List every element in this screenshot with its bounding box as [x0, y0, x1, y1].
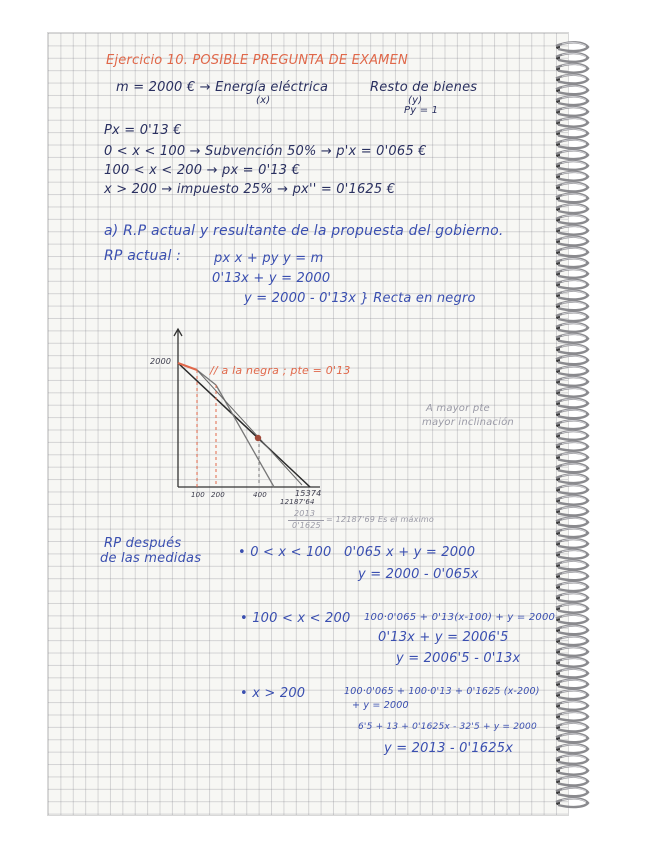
page-title: Ejercicio 10. POSIBLE PREGUNTA DE EXAMEN — [106, 53, 408, 68]
binding-ring — [556, 453, 588, 462]
py-value: Py = 1 — [404, 105, 439, 116]
max-calc-result: = 12187'69 Es el máximo — [326, 515, 435, 524]
binding-ring — [556, 183, 588, 192]
binding-ring — [556, 204, 588, 213]
binding-ring — [556, 215, 588, 224]
x-tick-label: 100 — [191, 491, 205, 499]
binding-ring — [556, 712, 588, 721]
binding-ring — [556, 604, 588, 613]
binding-ring — [556, 323, 588, 332]
slope-annotation: // a la negra ; pte = 0'13 — [210, 364, 351, 377]
binding-ring — [556, 150, 588, 159]
rp-despues-heading: de las medidas — [100, 551, 202, 566]
binding-ring — [556, 291, 588, 300]
binding-ring — [556, 118, 588, 127]
rp-despues-heading: RP después — [104, 536, 182, 551]
binding-ring — [556, 107, 588, 116]
binding-ring — [556, 485, 588, 494]
binding-ring — [556, 193, 588, 202]
side-note: mayor inclinación — [422, 417, 514, 428]
y-intercept-label: 2000 — [150, 357, 172, 366]
x-tick-label: 12187'64 — [280, 498, 315, 506]
binding-ring — [556, 669, 588, 678]
price-line: 0 < x < 100 → Subvención 50% → p'x = 0'065 € — [104, 144, 427, 159]
binding-ring — [556, 636, 588, 645]
case-equation: 6'5 + 13 + 0'1625x - 32'5 + y = 2000 — [358, 722, 537, 732]
price-line: 100 < x < 200 → px = 0'13 € — [104, 163, 301, 178]
rp-actual-heading: RP actual : — [104, 248, 182, 264]
x-tick-label: 400 — [253, 491, 267, 499]
case-equation: y = 2013 - 0'1625x — [384, 741, 514, 756]
case-condition: • 0 < x < 100 — [238, 545, 332, 560]
max-calc-numerator: 2013 — [294, 509, 316, 518]
price-line: Px = 0'13 € — [104, 123, 182, 138]
binding-ring — [556, 442, 588, 451]
binding-ring — [556, 474, 588, 483]
binding-ring — [556, 388, 588, 397]
binding-ring — [556, 701, 588, 710]
binding-ring — [556, 129, 588, 138]
binding-ring — [556, 139, 588, 148]
binding-ring — [556, 766, 588, 775]
binding-ring — [556, 625, 588, 634]
case-condition: • x > 200 — [240, 686, 306, 701]
binding-ring — [556, 733, 588, 742]
binding-ring — [556, 647, 588, 656]
binding-ring — [556, 798, 588, 807]
case-condition: • 100 < x < 200 — [240, 611, 351, 626]
binding-ring — [556, 334, 588, 343]
binding-ring — [556, 550, 588, 559]
side-note: A mayor pte — [426, 403, 490, 414]
binding-ring — [556, 64, 588, 73]
binding-ring — [556, 247, 588, 256]
case-equation: 0'065 x + y = 2000 — [344, 545, 476, 560]
case-equation: 100·0'065 + 0'13(x-100) + y = 2000 — [364, 612, 556, 623]
binding-ring — [556, 571, 588, 580]
binding-ring — [556, 269, 588, 278]
x-tick-label: 15374 — [295, 489, 322, 498]
binding-ring — [556, 420, 588, 429]
binding-ring — [556, 399, 588, 408]
binding-ring — [556, 582, 588, 591]
budget-equation: y = 2000 - 0'13x } Recta en negro — [244, 291, 476, 306]
binding-ring — [556, 539, 588, 548]
case-equation: y = 2006'5 - 0'13x — [396, 651, 521, 666]
binding-ring — [556, 615, 588, 624]
max-calc-denominator: 0'1625 — [292, 521, 321, 530]
binding-ring — [556, 507, 588, 516]
binding-ring — [556, 744, 588, 753]
binding-ring — [556, 237, 588, 246]
binding-ring — [556, 377, 588, 386]
binding-ring — [556, 96, 588, 105]
binding-ring — [556, 366, 588, 375]
binding-ring — [556, 777, 588, 786]
binding-ring — [556, 42, 588, 51]
budget-equation: px x + py y = m — [214, 251, 324, 266]
binding-ring — [556, 75, 588, 84]
budget-equation: 0'13x + y = 2000 — [212, 271, 331, 286]
binding-ring — [556, 161, 588, 170]
binding-ring — [556, 301, 588, 310]
binding-ring — [556, 561, 588, 570]
case-equation: + y = 2000 — [352, 700, 409, 711]
binding-ring — [556, 723, 588, 732]
price-line: x > 200 → impuesto 25% → px'' = 0'1625 € — [104, 182, 396, 197]
binding-ring — [556, 53, 588, 62]
binding-ring — [556, 496, 588, 505]
binding-ring — [556, 355, 588, 364]
binding-ring — [556, 593, 588, 602]
binding-ring — [556, 755, 588, 764]
binding-ring — [556, 787, 588, 796]
binding-ring — [556, 528, 588, 537]
case-equation: 0'13x + y = 2006'5 — [378, 630, 509, 645]
binding-ring — [556, 345, 588, 354]
rest-of-goods: Resto de bienes — [370, 80, 478, 95]
x-variable-label: (x) — [256, 95, 271, 106]
binding-ring — [556, 690, 588, 699]
section-a-heading: a) R.P actual y resultante de la propuesta del gobierno. — [104, 223, 504, 239]
binding-ring — [556, 463, 588, 472]
binding-ring — [556, 312, 588, 321]
income-line: m = 2000 € → Energía eléctrica — [116, 80, 329, 95]
binding-ring — [556, 280, 588, 289]
binding-ring — [556, 258, 588, 267]
y-variable-label: (y) — [408, 95, 423, 106]
case-equation: 100·0'065 + 100·0'13 + 0'1625 (x-200) — [344, 686, 540, 697]
binding-ring — [556, 658, 588, 667]
binding-ring — [556, 409, 588, 418]
binding-ring — [556, 517, 588, 526]
binding-ring — [556, 226, 588, 235]
case-equation: y = 2000 - 0'065x — [358, 567, 479, 582]
binding-ring — [556, 172, 588, 181]
binding-ring — [556, 431, 588, 440]
binding-ring — [556, 85, 588, 94]
binding-ring — [556, 679, 588, 688]
x-tick-label: 200 — [211, 491, 225, 499]
